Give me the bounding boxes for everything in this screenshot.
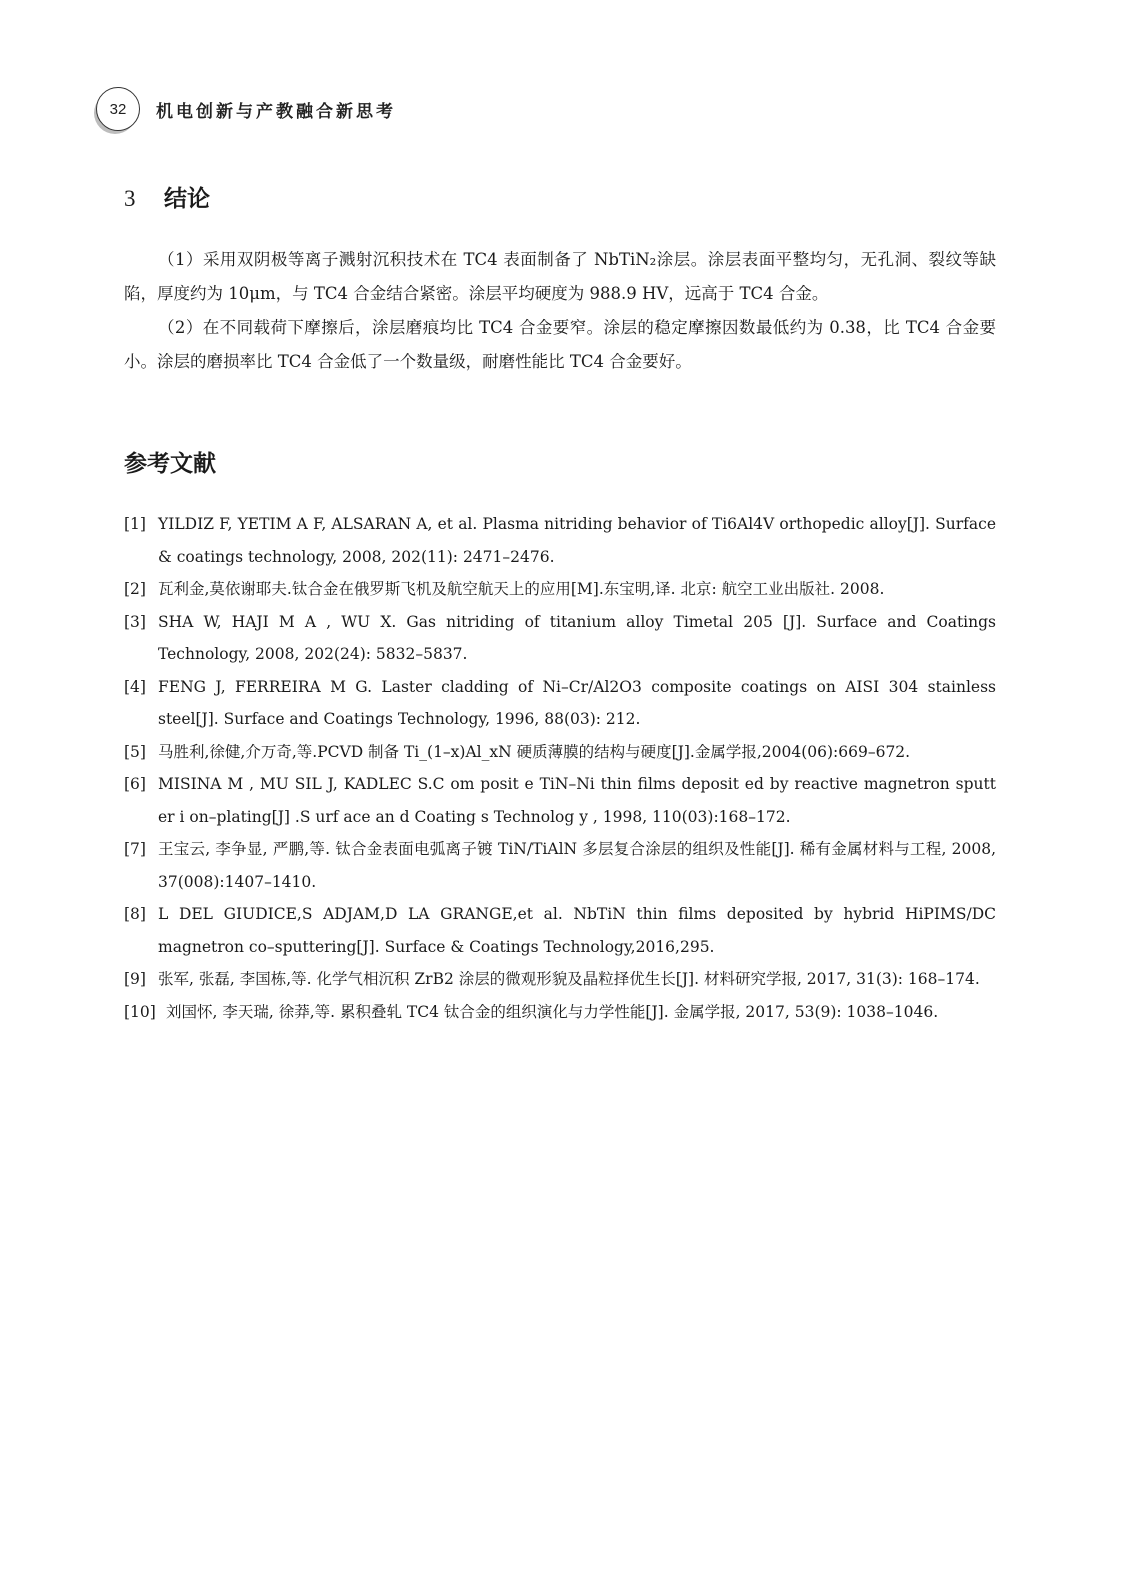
reference-text: 张军, 张磊, 李国栋,等. 化学气相沉积 ZrB2 涂层的微观形貌及晶粒择优生长[J]. 材料研究学报, 2017, 31(3): 168–174.: [158, 970, 980, 988]
reference-number: [2]: [124, 580, 146, 598]
reference-number: [5]: [124, 742, 146, 761]
reference-item: [124, 606, 996, 671]
running-title: 机电创新与产教融合新思考: [156, 101, 396, 122]
reference-item: [124, 996, 996, 1029]
reference-item: [124, 736, 996, 769]
reference-text: L DEL GIUDICE,S ADJAM,D LA GRANGE,et al. NbTiN thin films deposited by hybrid HiPIMS/DC magnetron co–sputtering[J]. Surface & Coatings Technology,2016,295.: [158, 905, 996, 956]
reference-text: MISINA M , MU SIL J, KADLEC S.C om posit e TiN–Ni thin films deposit ed by reactive magnetron sputt er i on–plating[J] .S urf ace an d Coating s Technolog y , 1998, 110(03):168–172.: [158, 775, 996, 826]
conclusions-body: [124, 243, 996, 379]
section-number: 3: [124, 186, 136, 211]
reference-text: 马胜利,徐健,介万奇,等.PCVD 制备 Ti_(1–x)Al_xN 硬质薄膜的结构与硬度[J].金属学报,2004(06):669–672.: [158, 742, 911, 761]
reference-number: [3]: [124, 612, 146, 631]
references-heading: 参考文献: [124, 451, 216, 477]
reference-text: FENG J, FERREIRA M G. Laster cladding of Ni–Cr/Al2O3 composite coatings on AISI 304 stainless steel[J]. Surface and Coatings Technology, 1996, 88(03): 212.: [158, 677, 996, 728]
reference-number: [6]: [124, 775, 146, 793]
reference-item: [124, 963, 996, 996]
page-number-badge: [96, 87, 140, 131]
section-title: 结论: [164, 186, 210, 212]
reference-item: [124, 833, 996, 898]
reference-number: [8]: [124, 905, 146, 923]
reference-number: [1]: [124, 515, 146, 533]
reference-number: [4]: [124, 677, 146, 696]
reference-item: [124, 671, 996, 736]
reference-item: [124, 573, 996, 606]
conclusion-paragraph: （2）在不同载荷下摩擦后，涂层磨痕均比 TC4 合金要窄。涂层的稳定摩擦因数最低约为 0.38，比 TC4 合金要小。涂层的磨损率比 TC4 合金低了一个数量级，耐磨性能比 TC4 合金要好。: [124, 318, 996, 371]
reference-item: [124, 898, 996, 963]
reference-text: 刘国怀, 李天瑞, 徐莽,等. 累积叠轧 TC4 钛合金的组织演化与力学性能[J]. 金属学报, 2017, 53(9): 1038–1046.: [166, 1002, 939, 1021]
reference-text: YILDIZ F, YETIM A F, ALSARAN A, et al. Plasma nitriding behavior of Ti6Al4V orthopedic alloy[J]. Surface & coatings technology, 2008, 202(11): 2471–2476.: [158, 515, 996, 566]
section-heading: [124, 180, 210, 213]
reference-number: [7]: [124, 840, 146, 858]
reference-item: [124, 508, 996, 573]
reference-number: [10]: [124, 1002, 156, 1021]
page-header: [96, 84, 396, 134]
reference-text: 瓦利金,莫依谢耶夫.钛合金在俄罗斯飞机及航空航天上的应用[M].东宝明,译. 北京: 航空工业出版社. 2008.: [158, 580, 885, 598]
reference-text: SHA W, HAJI M A , WU X. Gas nitriding of titanium alloy Timetal 205 [J]. Surface and Coatings Technology, 2008, 202(24): 5832–5837.: [158, 612, 996, 663]
page-number: 32: [109, 100, 127, 118]
reference-item: [124, 768, 996, 833]
reference-number: [9]: [124, 970, 146, 988]
reference-text: 王宝云, 李争显, 严鹏,等. 钛合金表面电弧离子镀 TiN/TiAlN 多层复合涂层的组织及性能[J]. 稀有金属材料与工程, 2008, 37(008):1407–1410.: [158, 840, 996, 891]
references-list: [124, 508, 996, 1028]
conclusion-paragraph: （1）采用双阴极等离子溅射沉积技术在 TC4 表面制备了 NbTiN₂涂层。涂层表面平整均匀，无孔洞、裂纹等缺陷，厚度约为 10μm，与 TC4 合金结合紧密。涂层平均硬度为 988.9 HV，远高于 TC4 合金。: [124, 250, 996, 303]
